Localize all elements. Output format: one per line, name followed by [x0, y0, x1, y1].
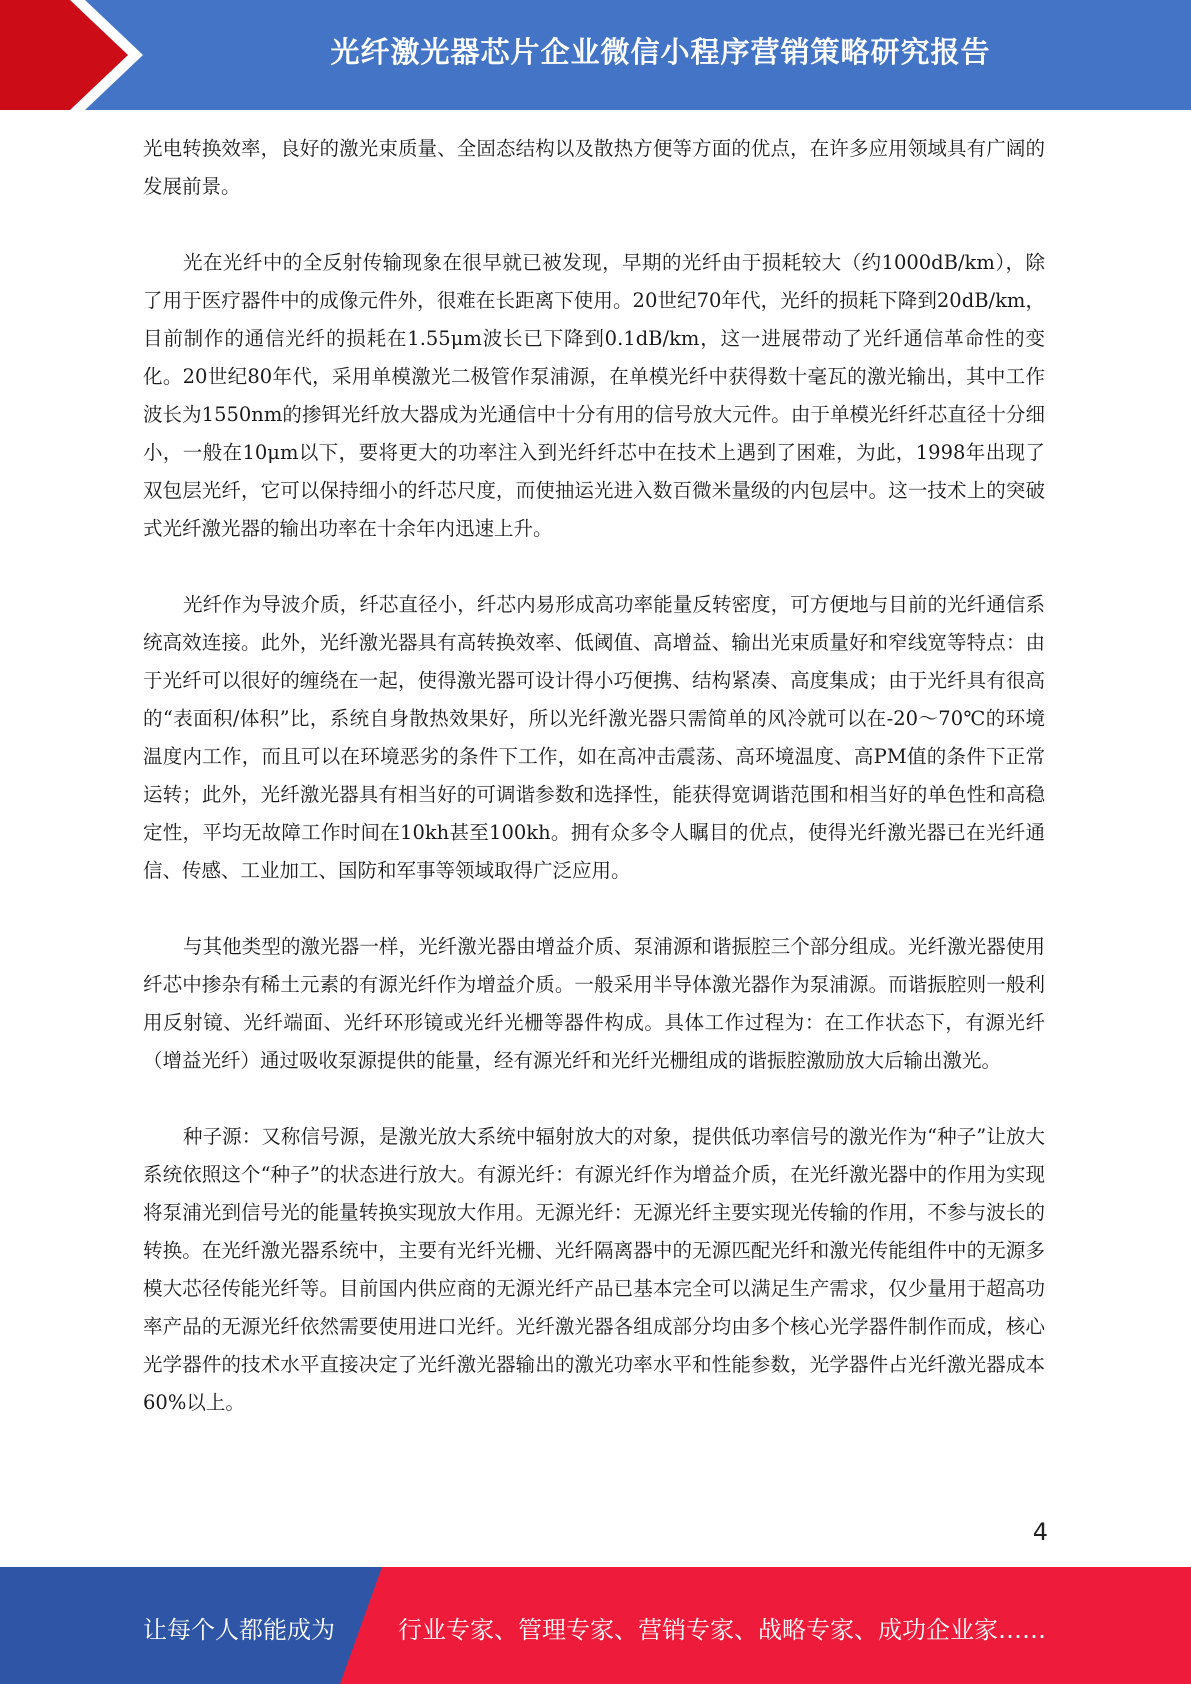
paragraph-fiber-history: 光在光纤中的全反射传输现象在很早就已被发现，早期的光纤由于损耗较大（约1000dB/km），除了用于医疗器件中的成像元件外，很难在长距离下使用。20世纪70年代，光纤的损耗下降到20dB/km，目前制作的通信光纤的损耗在1.55μm波长已下降到0.1dB/km，这一进展带动了光纤通信革命性的变化。20世纪80年代，采用单模激光二极管作泵浦源，在单模光纤中获得数十毫瓦的激光输出，其中工作波长为1550nm的掺铒光纤放大器成为光通信中十分有用的信号放大元件。由于单模光纤纤芯直径十分细小，一般在10μm以下，要将更大的功率注入到光纤纤芯中在技术上遇到了困难，为此，1998年出现了双包层光纤，它可以保持细小的纤芯尺度，而使抽运光进入数百微米量级的内包层中。这一技术上的突破式光纤激光器的输出功率在十余年内迅速上升。 [143, 251, 1045, 540]
paragraph-fiber-advantages: 光纤作为导波介质，纤芯直径小，纤芯内易形成高功率能量反转密度，可方便地与目前的光纤通信系统高效连接。此外，光纤激光器具有高转换效率、低阈值、高增益、输出光束质量好和窄线宽等特点：由于光纤可以很好的缠绕在一起，使得激光器可设计得小巧便携、结构紧凑、高度集成；由于光纤具有很高的“表面积/体积”比，系统自身散热效果好，所以光纤激光器只需简单的风冷就可以在-20～70℃的环境温度内工作，而且可以在环境恶劣的条件下工作，如在高冲击震荡、高环境温度、高PM值的条件下正常运转；此外，光纤激光器具有相当好的可调谐参数和选择性，能获得宽调谐范围和相当好的单色性和高稳定性，平均无故障工作时间在10kh甚至100kh。拥有众多令人瞩目的优点，使得光纤激光器已在光纤通信、传感、工业加工、国防和军事等领域取得广泛应用。 [143, 593, 1045, 882]
footer-slogan-left: 让每个人都能成为 [143, 1616, 335, 1644]
footer-slogan-right: 行业专家、管理专家、营销专家、战略专家、成功企业家…… [398, 1616, 1046, 1644]
page-header [0, 0, 1191, 110]
paragraph-seed-source: 种子源：又称信号源，是激光放大系统中辐射放大的对象，提供低功率信号的激光作为“种子”让放大系统依照这个“种子”的状态进行放大。有源光纤：有源光纤作为增益介质，在光纤激光器中的作用为实现将泵浦光到信号光的能量转换实现放大作用。无源光纤：无源光纤主要实现光传输的作用，不参与波长的转换。在光纤激光器系统中，主要有光纤光栅、光纤隔离器中的无源匹配光纤和激光传能组件中的无源多模大芯径传能光纤等。目前国内供应商的无源光纤产品已基本完全可以满足生产需求，仅少量用于超高功率产品的无源光纤依然需要使用进口光纤。光纤激光器各组成部分均由多个核心光学器件制作而成，核心光学器件的技术水平直接决定了光纤激光器输出的激光功率水平和性能参数，光学器件占光纤激光器成本60%以上。 [143, 1125, 1045, 1414]
page-footer [0, 1567, 1191, 1684]
document-body [143, 130, 1045, 1460]
paragraph-continuation: 光电转换效率，良好的激光束质量、全固态结构以及散热方便等方面的优点，在许多应用领域具有广阔的发展前景。 [143, 137, 1045, 198]
paragraph-laser-components: 与其他类型的激光器一样，光纤激光器由增益介质、泵浦源和谐振腔三个部分组成。光纤激光器使用纤芯中掺杂有稀土元素的有源光纤作为增益介质。一般采用半导体激光器作为泵浦源。而谐振腔则一般利用反射镜、光纤端面、光纤环形镜或光纤光栅等器件构成。具体工作过程为：在工作状态下，有源光纤（增益光纤）通过吸收泵源提供的能量，经有源光纤和光纤光栅组成的谐振腔激励放大后输出激光。 [143, 935, 1045, 1072]
page-number: 4 [1032, 1518, 1048, 1546]
report-title: 光纤激光器芯片企业微信小程序营销策略研究报告 [330, 35, 991, 69]
